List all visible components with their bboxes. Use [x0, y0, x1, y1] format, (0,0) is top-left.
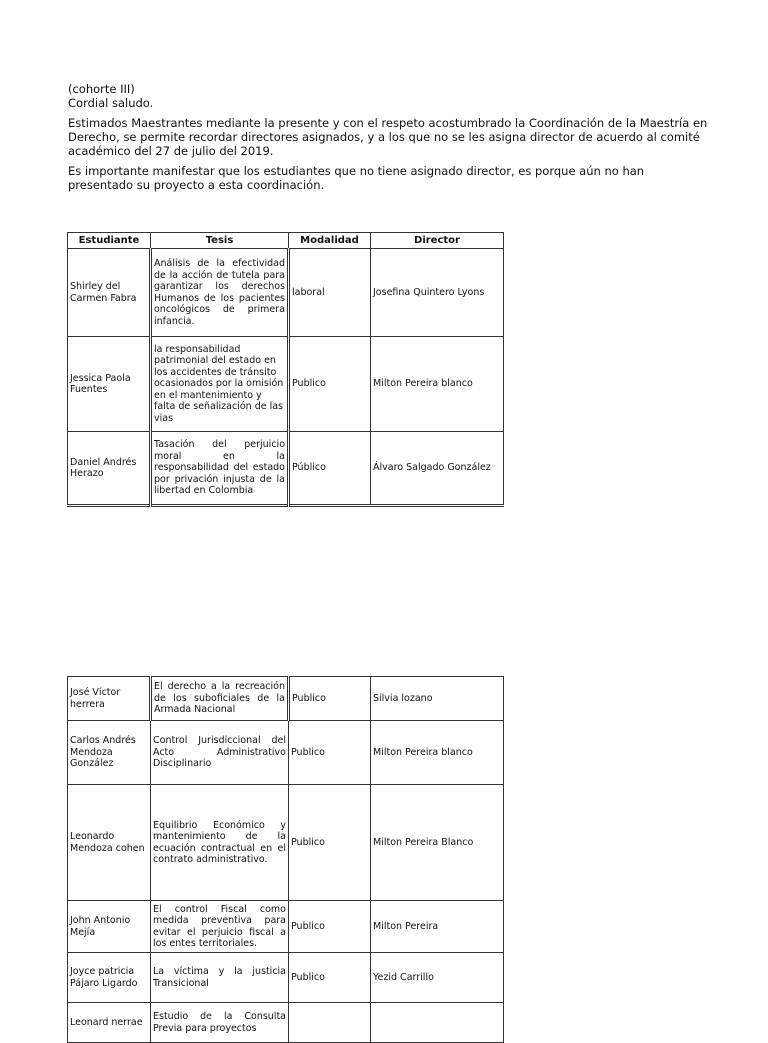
table-row [68, 721, 504, 785]
cell-director: Álvaro Salgado González [371, 432, 504, 506]
table-row [68, 677, 504, 721]
assignments-table-part-2 [67, 676, 504, 1043]
cell-director: Milton Pereira Blanco [371, 785, 504, 901]
cell-modalidad: Publico [289, 337, 371, 432]
greeting-line: Cordial saludo. [68, 96, 154, 110]
cell-director: Milton Pereira blanco [371, 721, 504, 785]
table-row [68, 785, 504, 901]
cell-tesis: Equilibrio Económico y mantenimiento de la ecuación contractual en el contrato administrativo. [151, 785, 289, 901]
cell-modalidad: Publico [289, 953, 371, 1003]
header-modalidad: Modalidad [289, 233, 371, 249]
table-row [68, 1003, 504, 1043]
header-director: Director [371, 233, 504, 249]
cell-modalidad: Publico [289, 721, 371, 785]
cell-director: Milton Pereira blanco [371, 337, 504, 432]
cell-director: Josefina Quintero Lyons [371, 249, 504, 337]
cell-estudiante: Shirley del Carmen Fabra [68, 249, 151, 337]
cell-tesis: La víctima y la justicia Transicional [151, 953, 289, 1003]
cell-estudiante: John Antonio Mejía [68, 901, 151, 953]
table-row [68, 249, 504, 337]
cell-estudiante: Daniel Andrés Herazo [68, 432, 151, 506]
table-row [68, 337, 504, 432]
cell-director: Silvia lozano [371, 677, 504, 721]
cell-estudiante: Leonardo Mendoza cohen [68, 785, 151, 901]
table-row [68, 953, 504, 1003]
cell-estudiante: Jessica Paola Fuentes [68, 337, 151, 432]
cell-modalidad: Publico [289, 677, 371, 721]
cell-modalidad: Público [289, 432, 371, 506]
table-row [68, 432, 504, 506]
cell-tesis: la responsabilidad patrimonial del estado en los accidentes de tránsito ocasionados por la omisión en el mantenimiento y falta de señalización de las vias [151, 337, 289, 432]
cell-tesis: El derecho a la recreación de los suboficiales de la Armada Nacional [151, 677, 289, 721]
cell-modalidad: Publico [289, 785, 371, 901]
cell-tesis: El control Fiscal como medida preventiva para evitar el perjuicio fiscal a los entes territoriales. [151, 901, 289, 953]
intro-paragraph-2: Es importante manifestar que los estudiantes que no tiene asignado director, es porque aún no han presentado su proyecto a esta coordinación. [68, 164, 645, 192]
cell-director: Yezid Carrillo [371, 953, 504, 1003]
cell-tesis: Análisis de la efectividad de la acción de tutela para garantizar los derechos Humanos de los pacientes oncológicos de primera infancia. [151, 249, 289, 337]
cell-tesis: Tasación del perjuicio moral en la responsabilidad del estado por privación injusta de la libertad en Colombia [151, 432, 289, 506]
intro-paragraph-1: Estimados Maestrantes mediante la presente y con el respeto acostumbrado la Coordinación de la Maestría en Derecho, se permite recordar directores asignados, y a los que no se les asigna director de acuerdo al comité académico del 27 de julio del 2019. [68, 116, 708, 158]
cell-modalidad [289, 1003, 371, 1043]
cell-tesis: Control Jurisdiccional del Acto Administrativo Disciplinario [151, 721, 289, 785]
cell-tesis: Estudio de la Consulta Previa para proyectos [151, 1003, 289, 1043]
assignments-table-part-1 [67, 232, 504, 507]
cell-modalidad: laboral [289, 249, 371, 337]
cell-estudiante: José Víctor herrera [68, 677, 151, 721]
cell-estudiante: Leonard nerrae [68, 1003, 151, 1043]
table-row [68, 901, 504, 953]
cohort-line: (cohorte III) [68, 82, 135, 96]
cell-estudiante: Carlos Andrés Mendoza González [68, 721, 151, 785]
cell-estudiante: Joyce patricia Pájaro Ligardo [68, 953, 151, 1003]
table-header-row [68, 233, 504, 249]
header-tesis: Tesis [151, 233, 289, 249]
cell-director [371, 1003, 504, 1043]
header-estudiante: Estudiante [68, 233, 151, 249]
cell-director: Milton Pereira [371, 901, 504, 953]
intro-text [68, 82, 708, 198]
cell-modalidad: Publico [289, 901, 371, 953]
